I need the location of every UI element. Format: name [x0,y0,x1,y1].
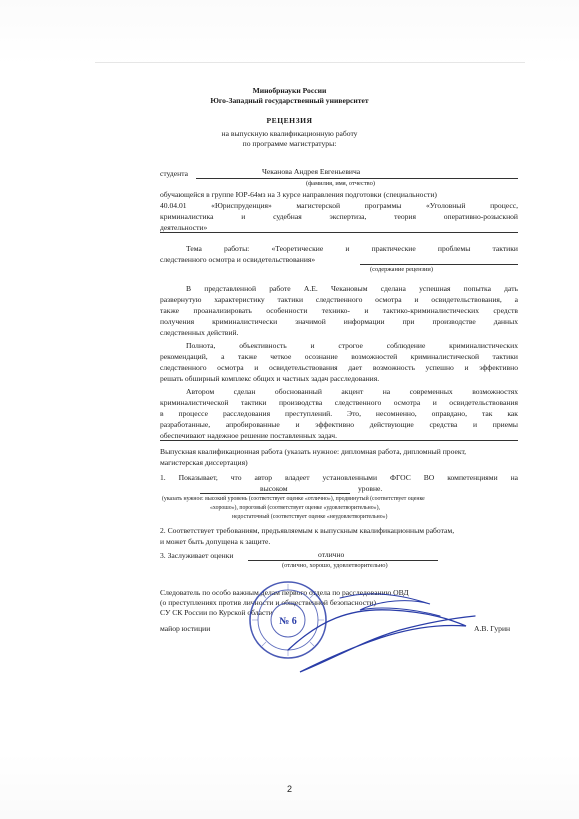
review-p1-line-3: также проанализировать особенности технико- и тактико-криминалистических средств [160,306,518,315]
conclusion-lead-1: Выпускная квалификационная работа (указать нужное: дипломная работа, дипломный проект, [160,447,467,456]
ministry-name: Минобрнауки России [252,86,327,95]
student-name: Чеканова Андрея Евгеньевича [262,167,361,176]
conclusion-item-3: 3. Заслуживает оценки [160,551,234,560]
university-name: Юго-Западный государственный университет [210,96,369,105]
review-p2-line-4: решать обширный комплекс общих и частных задач расследования. [160,374,380,383]
grade-value: отлично [318,550,345,559]
official-stamp [247,579,329,661]
student-line-1: обучающейся в группе ЮР-64мз на 3 курсе направления подготовки (специальности) [160,190,437,199]
signer-position-2: (о преступлениях против личности и общественной безопасности) [160,598,376,607]
grade-caption: (отлично, хорошо, удовлетворительно) [282,562,388,569]
review-p1-line-1: В представленной работе А.Е. Чекановым сделана успешная попытка дать [186,284,518,293]
review-p1-line-4: получения криминалистически значимой информации при производстве данных [160,317,518,326]
conclusion-item-2: 2. Соответствует требованиям, предъявляемым к выпускным квалификационным работам, [160,526,455,535]
review-p3-line-1: Автором сделан обоснованный акцент на современных возможностях [186,387,518,396]
grade-underline [248,560,438,561]
level-underline [200,493,350,494]
student-name-caption: (фамилия, имя, отчество) [306,180,375,187]
signer-position-3: СУ СК России по Курской области [160,608,273,617]
student-line-2: 40.04.01 «Юриспруденция» магистерской программы «Уголовный процесс, [160,201,518,210]
signer-rank: майор юстиции [160,624,211,633]
level-suffix: уровне. [358,484,383,493]
student-line-4: деятельности» [160,223,208,232]
doc-subtitle-2: по программе магистратуры: [242,139,337,148]
topic-line-2: следственного осмотра и освидетельствования» [160,255,316,264]
review-p1-line-5: следственных действий. [160,328,239,337]
review-p3-line-5: обеспечивают надежное решение поставленных задач. [160,431,337,440]
review-p2-line-2: рекомендаций, а также четкое осознание возможностей криминалистической тактики [160,352,518,361]
review-p3-line-3: в процессе расследования преступлений. Это, несомненно, оправдано, так как [160,409,518,418]
signer-position-1: Следователь по особо важным делам первого отдела по расследованию ОВД [160,588,409,597]
student-line-3: криминалистика и судебная экспертиза, теория оперативно-розыскной [160,212,518,221]
level-note-2: «хорошо»), пороговый (соответствует оценке «удовлетворительно»), [210,505,380,511]
review-underline [160,440,518,441]
page-number: 2 [286,784,292,794]
student-name-underline [196,178,518,179]
student-underline [160,232,518,233]
conclusion-lead-2: магистерская диссертация) [160,458,248,467]
doc-subtitle-1: на выпускную квалификационную работу [221,129,358,138]
review-p2-line-1: Полнота, объективность и строгое соблюдение криминалистических [186,341,518,350]
signer-name: А.В. Гурин [474,624,511,633]
student-label: студента [160,169,188,178]
stamp-number: № 6 [279,616,297,627]
topic-caption: (содержание рецензии) [370,266,433,273]
conclusion-item-1: 1. Показывает, что автор владеет установленными ФГОС ВО компетенциями на [160,473,518,482]
level-note-3: недостаточный (соответствует оценке «неудовлетворительно») [232,514,388,520]
competence-level: высоком [260,484,288,493]
topic-line-1: Тема работы: «Теоретические и практические проблемы тактики [186,244,518,253]
review-p3-line-4: разработанные, апробированные и эффективно действующие средства и приемы [160,420,518,429]
review-p2-line-3: следственного осмотра и освидетельствования дает возможность успешно и эффективно [160,363,518,372]
doc-title: РЕЦЕНЗИЯ [266,116,313,125]
review-p3-line-2: криминалистической тактики производства следственного осмотра и освидетельствования [160,398,518,407]
level-note-1: (указать нужное: высокий уровень (соответствует оценке «отлично»), продвинутый (соответствует оценке [162,496,425,502]
conclusion-item-2b: и может быть допущена к защите. [160,537,271,546]
topic-underline [360,264,518,265]
review-p1-line-2: развернутую характеристику тактики следственного осмотра и освидетельствования, а [160,295,518,304]
top-rule [95,62,525,63]
